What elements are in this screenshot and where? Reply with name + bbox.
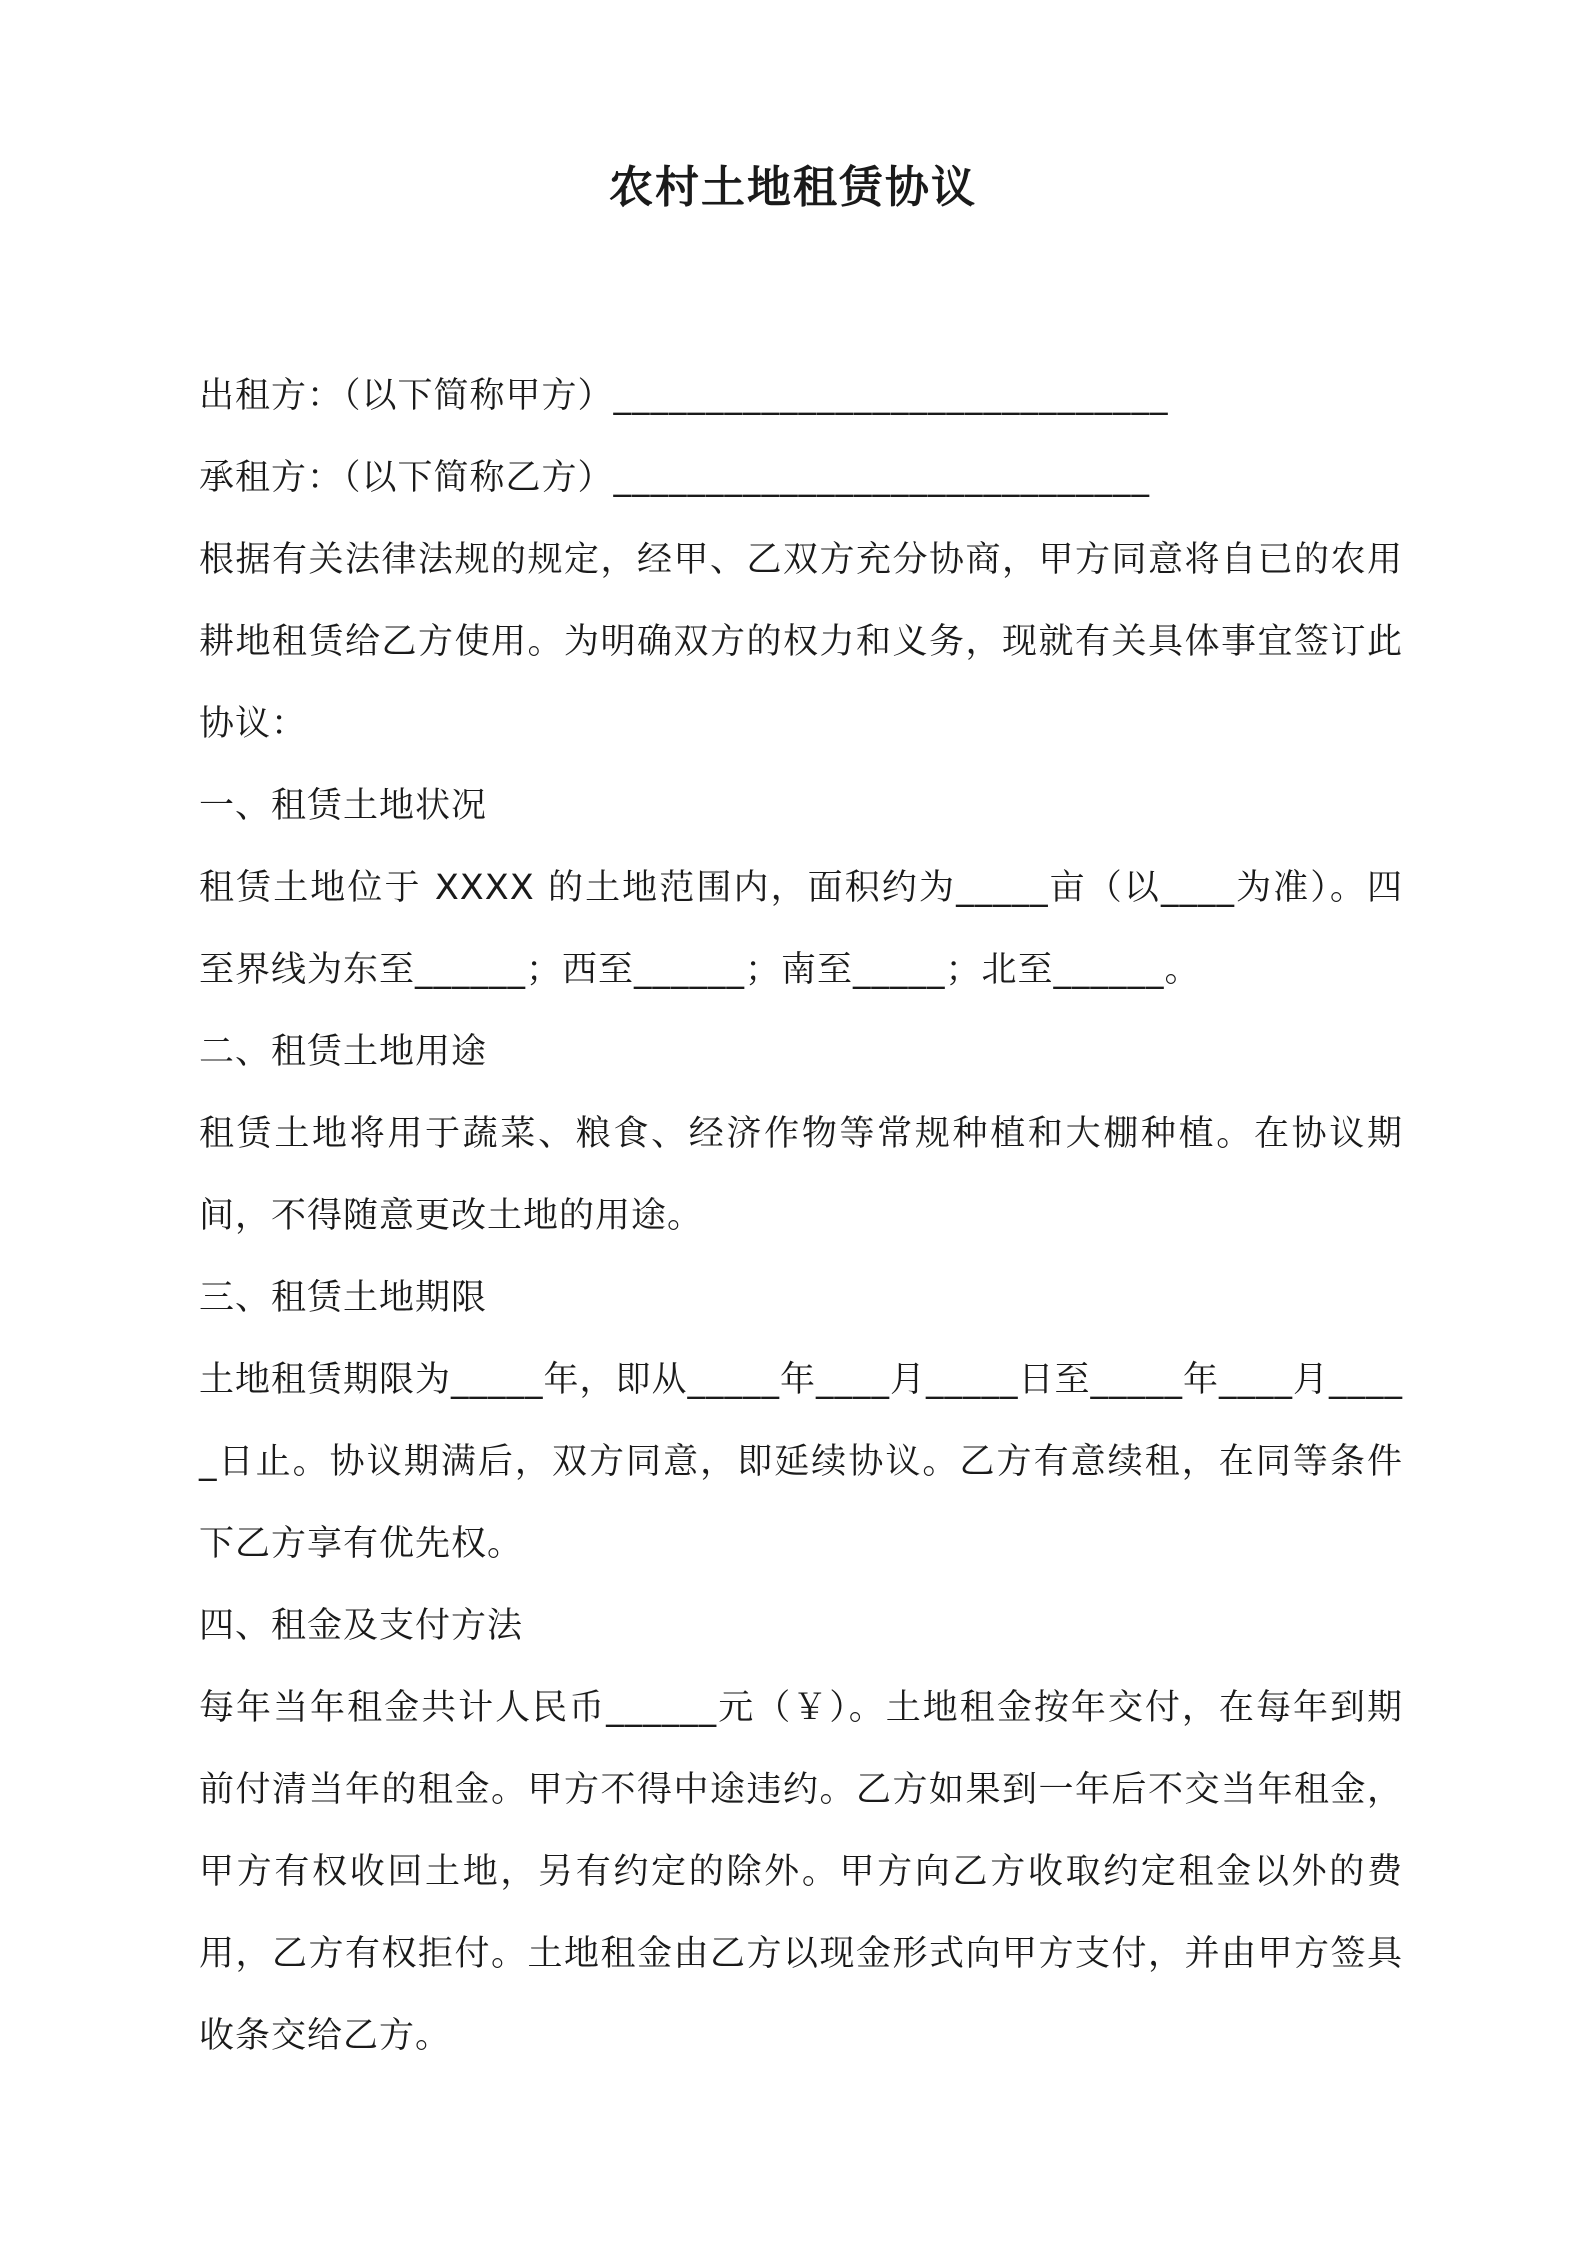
intro-paragraph: 根据有关法律法规的规定，经甲、乙双方充分协商，甲方同意将自已的农用耕地租赁给乙方使用。为明确双方的权力和义务，现就有关具体事宜签订此协议： [199, 540, 1403, 744]
section-heading-lease-term: 三、租赁土地期限 [199, 1278, 488, 1318]
section-text-land-status: 租赁土地位于 XXXX 的土地范围内，面积约为_____亩（以____为准）。四至界线为东至______；西至______；南至_____；北至______。 [199, 868, 1403, 990]
document-title: 农村土地租赁协议 [609, 162, 977, 213]
section-text-rent-payment: 每年当年租金共计人民币______元（￥）。土地租金按年交付，在每年到期前付清当年的租金。甲方不得中途违约。乙方如果到一年后不交当年租金，甲方有权收回土地，另有约定的除外。甲方向乙方收取约定租金以外的费用，乙方有权拒付。土地租金由乙方以现金形式向甲方支付，并由甲方签具收条交给乙方。 [199, 1688, 1403, 2056]
section-heading-land-status: 一、租赁土地状况 [199, 786, 488, 826]
lessor-line: 出租方：（以下简称甲方）______________________________ [199, 376, 1169, 416]
section-text-land-use: 租赁土地将用于蔬菜、粮食、经济作物等常规种植和大棚种植。在协议期间，不得随意更改土地的用途。 [199, 1114, 1403, 1236]
section-heading-rent-payment: 四、租金及支付方法 [199, 1606, 524, 1646]
section-heading-land-use: 二、租赁土地用途 [199, 1032, 488, 1072]
document-body [199, 355, 1403, 2077]
section-text-lease-term: 土地租赁期限为_____年，即从_____年____月_____日至_____年____月_____日止。协议期满后，双方同意，即延续协议。乙方有意续租，在同等条件下乙方享有优先权。 [199, 1360, 1404, 1564]
lessee-line: 承租方：（以下简称乙方）_____________________________ [199, 458, 1151, 498]
